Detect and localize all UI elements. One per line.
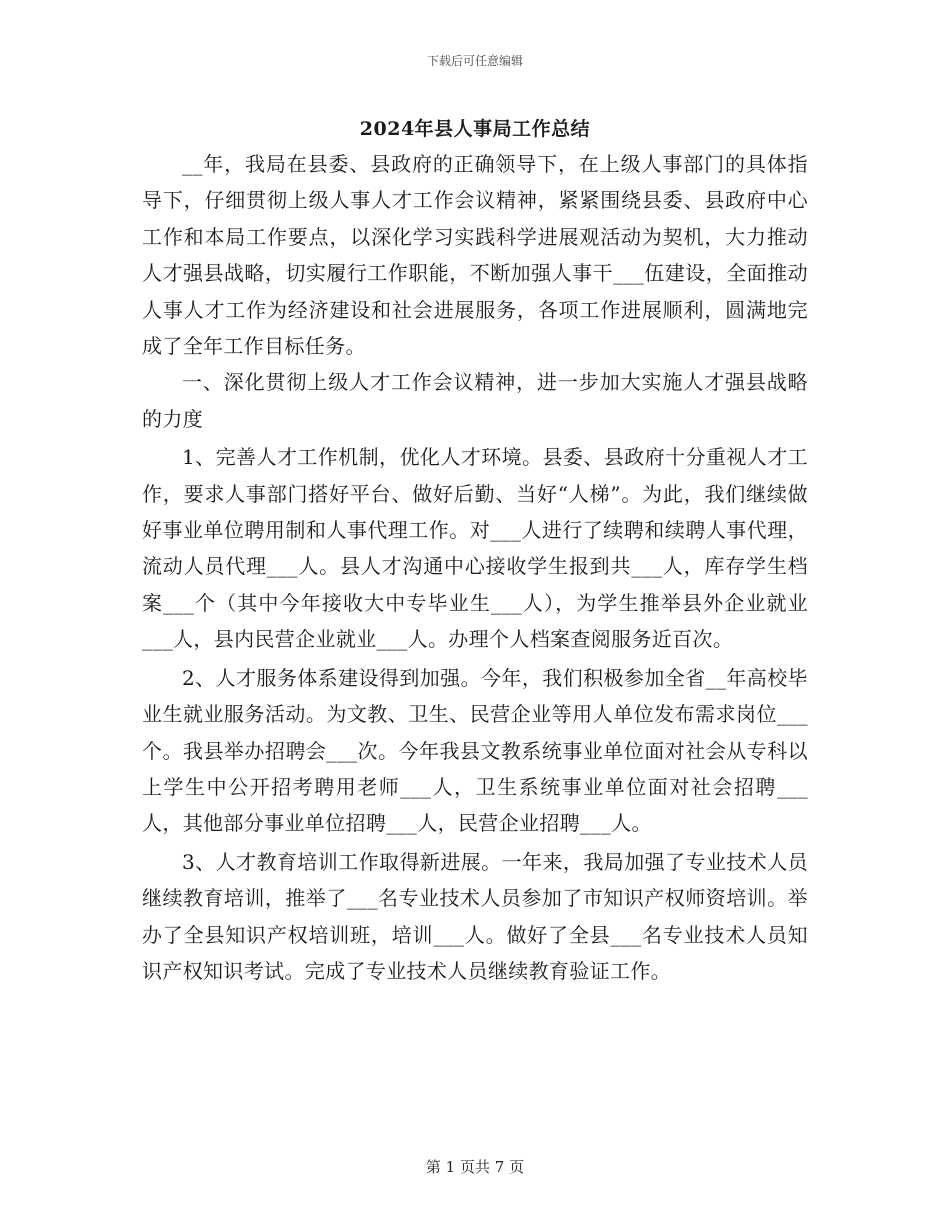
paragraph-section-heading: 一、深化贯彻上级人才工作会议精神，进一步加大实施人才强县战略的力度 xyxy=(142,370,808,431)
document-title: 2024年县人事局工作总结 xyxy=(359,118,591,140)
paragraph-intro: __年，我局在县委、县政府的正确领导下，在上级人事部门的具体指导下，仔细贯彻上级人事人才工作会议精神，紧紧围绕县委、县政府中心工作和本局工作要点，以深化学习实践科学进展观活动为契机，大力推动人才强县战略，切实履行工作职能，不断加强人事干___伍建设，全面推动人事人才工作为经济建设和社会进展服务，各项工作进展顺利，圆满地完成了全年工作目标任务。 xyxy=(142,152,808,359)
document-body xyxy=(142,146,808,989)
paragraph-item-1: 1、完善人才工作机制，优化人才环境。县委、县政府十分重视人才工作，要求人事部门搭好平台、做好后勤、当好“人梯”。为此，我们继续做好事业单位聘用制和人事代理工作。对___人进行了续聘和续聘人事代理，流动人员代理___人。县人才沟通中心接收学生报到共___人，库存学生档案___个（其中今年接收大中专毕业生___人），为学生推举县外企业就业___人，县内民营企业就业___人。办理个人档案查阅服务近百次。 xyxy=(142,445,808,652)
page-number: 第 1 页共 7 页 xyxy=(425,1158,525,1176)
header-note: 下载后可任意编辑 xyxy=(426,54,523,68)
paragraph-item-2: 2、人才服务体系建设得到加强。今年，我们积极参加全省__年高校毕业生就业服务活动。为文教、卫生、民营企业等用人单位发布需求岗位___个。我县举办招聘会___次。今年我县文教系统事业单位面对社会从专科以上学生中公开招考聘用老师___人，卫生系统事业单位面对社会招聘___人，其他部分事业单位招聘___人，民营企业招聘___人。 xyxy=(142,665,808,836)
paragraph-item-3: 3、人才教育培训工作取得新进展。一年来，我局加强了专业技术人员继续教育培训，推举了___名专业技术人员参加了市知识产权师资培训。举办了全县知识产权培训班，培训___人。做好了全县___名专业技术人员知识产权知识考试。完成了专业技术人员继续教育验证工作。 xyxy=(142,849,808,983)
